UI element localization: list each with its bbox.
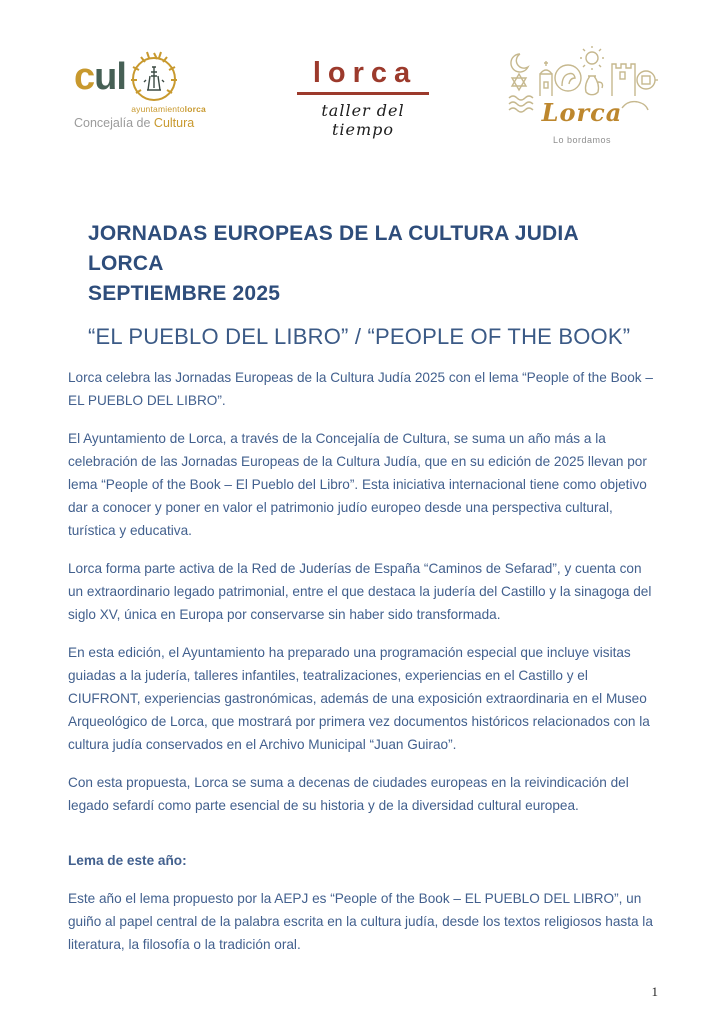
page-number: 1 — [651, 984, 658, 999]
title-line-2: LORCA — [88, 252, 164, 276]
title-line-3: SEPTIEMBRE 2025 — [88, 282, 281, 306]
logo-bordamos-tagline: Lo bordamos — [552, 135, 612, 145]
municipality-bold-text: lorca — [184, 104, 206, 114]
logo-cultura-letters-ul: ul — [94, 56, 126, 98]
castle-tower-icon — [612, 64, 635, 96]
logo-taller-rule — [297, 92, 429, 95]
logo-bordamos-wordmark: Lorca — [541, 98, 623, 127]
star-of-david-icon — [512, 74, 526, 90]
horse-circle-icon — [555, 65, 581, 91]
paragraph-propuesta: Con esta propuesta, Lorca se suma a decenas de ciudades europeas en la reivindicación del legado sefardí como parte esencial de su historia y de la diversidad cultural europea. — [68, 775, 629, 813]
lema-heading: Lema de este año: — [68, 853, 187, 868]
logo-taller-tagline: taller del tiempo — [321, 101, 405, 139]
lema-paragraph: Este año el lema propuesto por la AEPJ es “People of the Book – EL PUEBLO DEL LIBRO”, un guiño al papel central de la palabra escrita en la cultura judía, desde los textos religiosos hasta la literatura, la filosofía o la tradición oral. — [68, 891, 653, 952]
logo-concejalia-cultura — [74, 48, 206, 130]
jug-icon — [586, 76, 603, 95]
document-subtitle: “EL PUEBLO DEL LIBRO” / “PEOPLE OF THE BOOK” — [88, 324, 631, 349]
logo-cultura-acronym — [74, 48, 126, 106]
paragraph-intro: Lorca celebra las Jornadas Europeas de la Cultura Judía 2025 con el lema “People of the Book – EL PUEBLO DEL LIBRO”. — [68, 370, 653, 408]
sun-figure-icon — [123, 46, 185, 108]
paragraph-programacion: En esta edición, el Ayuntamiento ha preparado una programación especial que incluye visitas guiadas a la judería, talleres infantiles, teatralizaciones, experiencias en el Castillo y el CIUFRONT, experiencias gastronómicas, además de una exposición extraordinaria en el Museo Arqueológico de Lorca, que mostrará por primera vez documentos históricos relacionados con la cultura judía conservados en el Archivo Municipal “Juan Guirao”. — [68, 645, 650, 752]
document-title — [88, 219, 579, 309]
logo-cultura-wordmark — [74, 48, 206, 108]
crescent-moon-icon — [511, 54, 528, 72]
document-body — [68, 366, 658, 971]
logo-lorca-lo-bordamos — [503, 46, 661, 145]
lema-section — [68, 849, 658, 956]
chapel-icon — [540, 61, 552, 96]
sun-icon — [580, 46, 604, 70]
castle-sketch-icon — [144, 67, 164, 90]
logo-cultura-letter-c: c — [74, 56, 95, 98]
paragraph-red-juderias: Lorca forma parte activa de la Red de Juderías de España “Caminos de Sefarad”, y cuenta con un extraordinario legado patrimonial, entre el que destaca la judería del Castillo y la sinagoga del siglo XV, única en Europa por conservarse sin haber sido transformada. — [68, 561, 652, 622]
device-circle-icon — [637, 71, 658, 89]
department-gold-text: Cultura — [153, 116, 195, 130]
logo-taller-wordmark: lorca — [312, 57, 418, 89]
municipality-text: ayuntamiento — [131, 104, 185, 114]
logo-cultura-department — [74, 116, 206, 130]
logo-lorca-taller-del-tiempo — [294, 58, 432, 139]
paragraph-ayuntamiento: El Ayuntamiento de Lorca, a través de la Concejalía de Cultura, se suma un año más a la celebración de las Jornadas Europeas de la Cultura Judía, que en su edición de 2025 llevan por lema “People of the Book – El Pueblo del Libro”. Esta iniciativa internacional tiene como objetivo dar a conocer y poner en valor el patrimonio judío europeo desde una perspectiva cultural, turística y educativa. — [68, 431, 647, 538]
department-gray-text: Concejalía de — [74, 116, 154, 130]
title-line-1: JORNADAS EUROPEAS DE LA CULTURA JUDIA — [88, 222, 579, 246]
